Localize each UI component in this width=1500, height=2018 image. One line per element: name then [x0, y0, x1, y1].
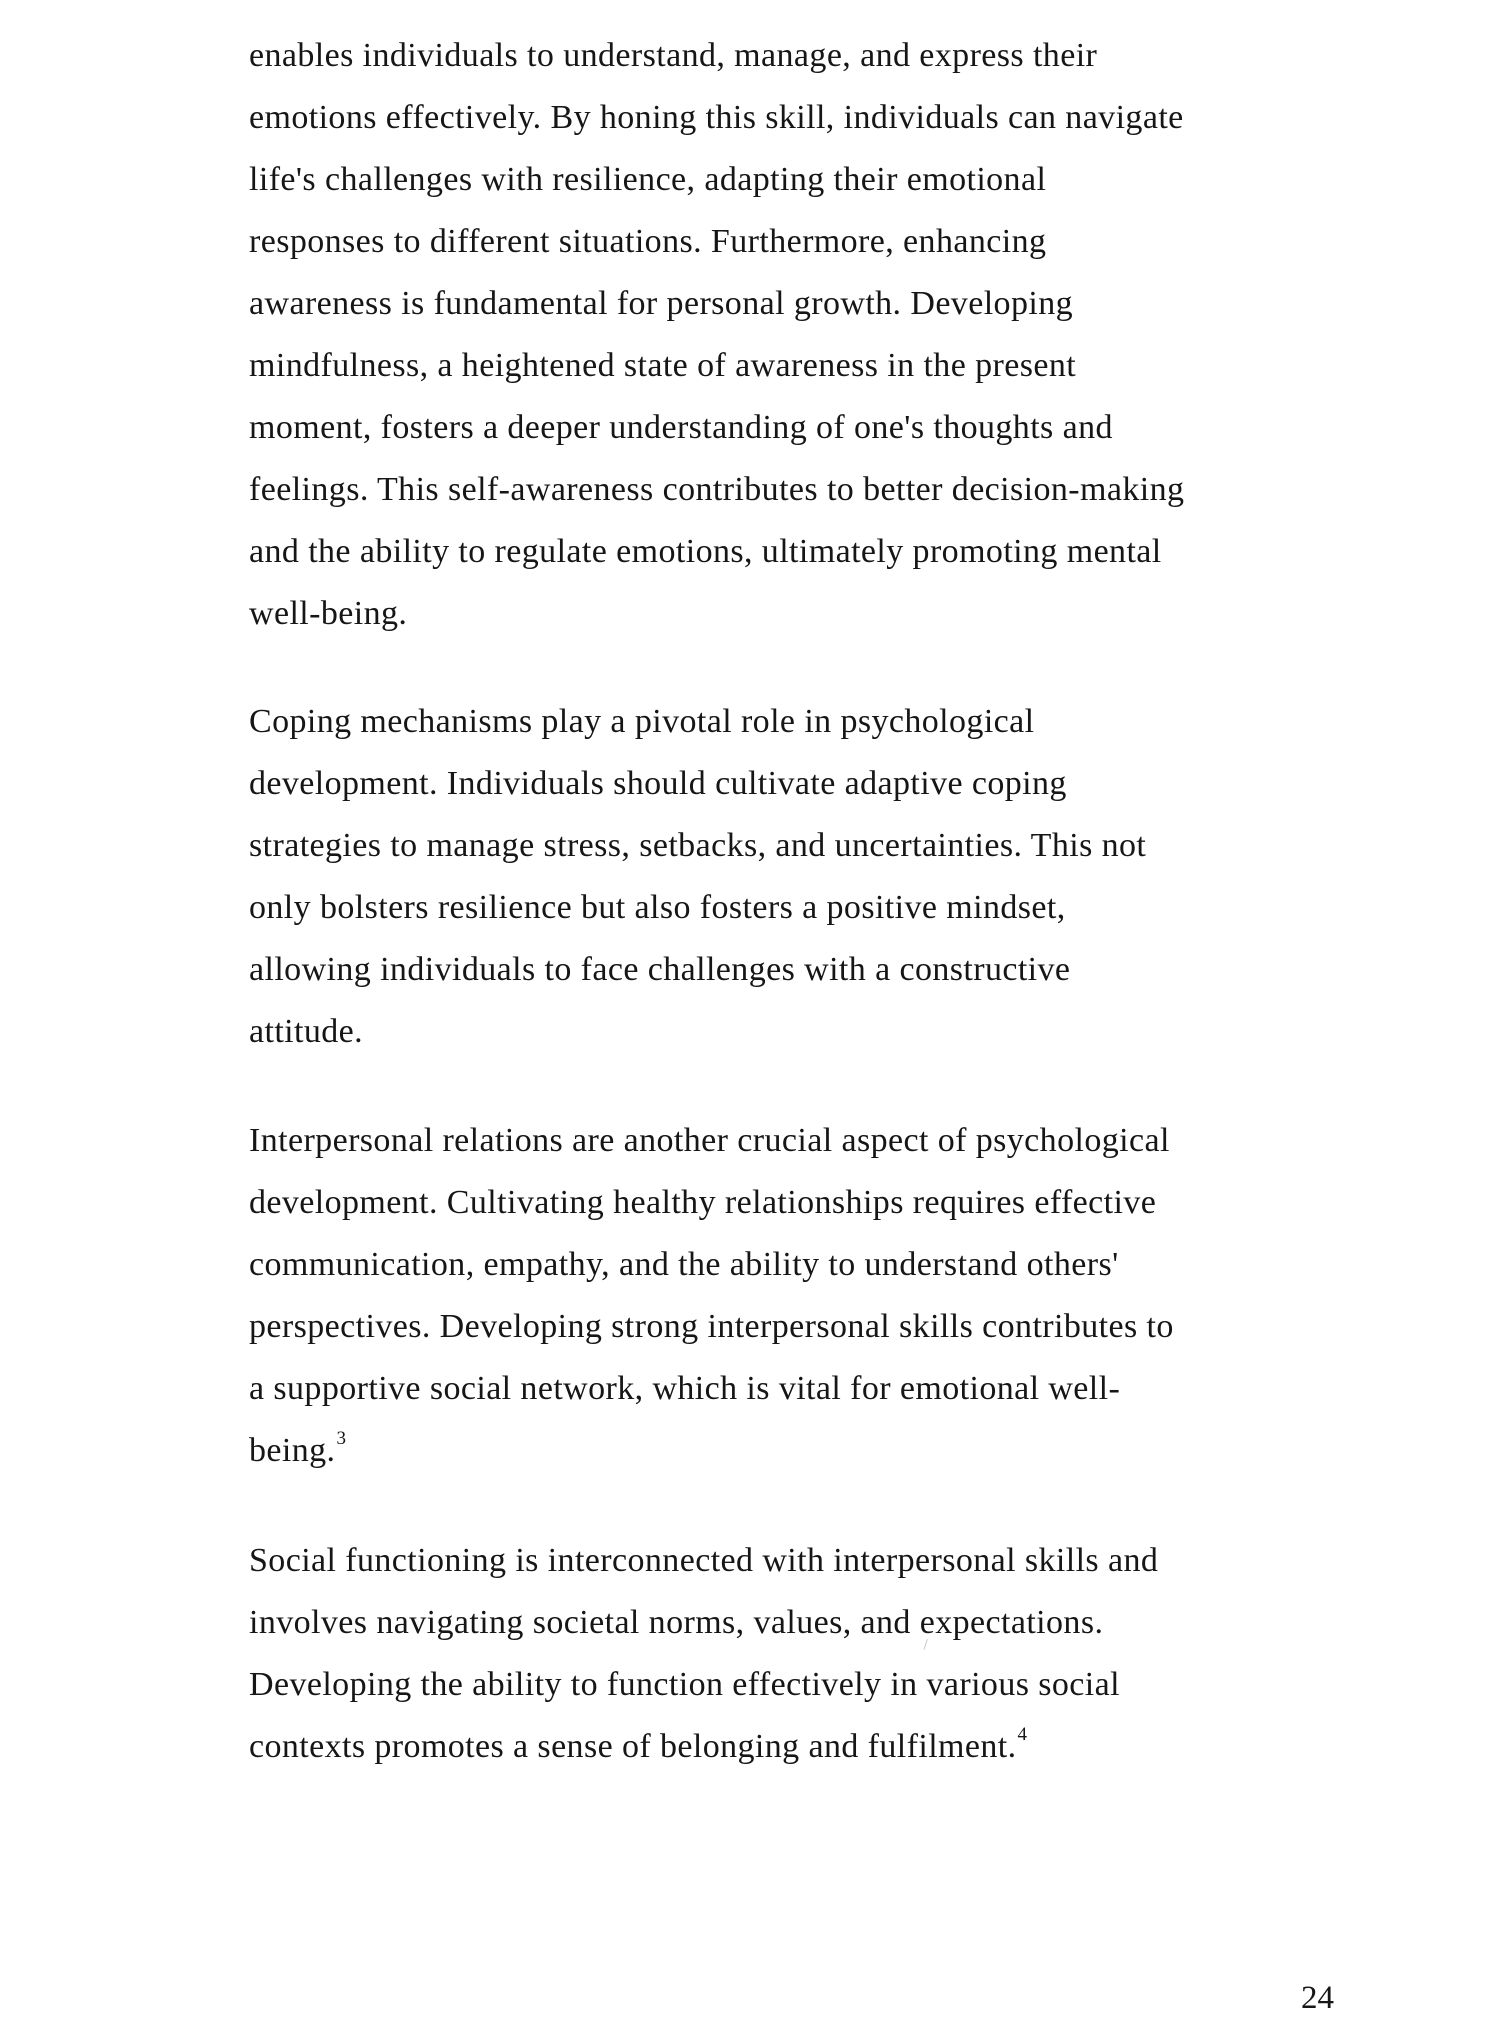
- text-line: allowing individuals to face challenges with a constructive: [249, 951, 1071, 988]
- text-line: Interpersonal relations are another crucial aspect of psychological: [249, 1122, 1170, 1159]
- text-line-content: being.: [249, 1432, 336, 1469]
- text-line-content: contexts promotes a sense of belonging and fulfilment.: [249, 1728, 1017, 1765]
- text-line: strategies to manage stress, setbacks, and uncertainties. This not: [249, 827, 1147, 864]
- text-line: Social functioning is interconnected with interpersonal skills and: [249, 1542, 1159, 1579]
- text-line: perspectives. Developing strong interpersonal skills contributes to: [249, 1308, 1174, 1345]
- text-line: [249, 1724, 1028, 1767]
- text-line: awareness is fundamental for personal growth. Developing: [249, 285, 1073, 322]
- text-line: communication, empathy, and the ability to understand others': [249, 1246, 1119, 1283]
- text-line: feelings. This self-awareness contributes to better decision-making: [249, 471, 1185, 508]
- page-number: 24: [1301, 1980, 1334, 2016]
- text-line: mindfulness, a heightened state of awareness in the present: [249, 347, 1077, 384]
- text-line: Developing the ability to function effectively in various social: [249, 1666, 1120, 1703]
- text-line: involves navigating societal norms, values, and expectations.: [249, 1604, 1104, 1641]
- text-line: moment, fosters a deeper understanding of one's thoughts and: [249, 409, 1113, 446]
- text-line: [249, 1428, 347, 1471]
- text-line: and the ability to regulate emotions, ultimately promoting mental: [249, 533, 1162, 570]
- footnote-reference[interactable]: 3: [336, 1428, 347, 1449]
- text-line: only bolsters resilience but also fosters a positive mindset,: [249, 889, 1066, 926]
- text-line: attitude.: [249, 1013, 364, 1050]
- text-line: life's challenges with resilience, adapting their emotional: [249, 161, 1047, 198]
- footnote-reference[interactable]: 4: [1017, 1724, 1028, 1745]
- text-line: responses to different situations. Furthermore, enhancing: [249, 223, 1047, 260]
- text-line: emotions effectively. By honing this skill, individuals can navigate: [249, 99, 1184, 136]
- text-line: well-being.: [249, 595, 408, 632]
- text-line: development. Cultivating healthy relationships requires effective: [249, 1184, 1157, 1221]
- text-line: a supportive social network, which is vital for emotional well-: [249, 1370, 1121, 1407]
- text-line: Coping mechanisms play a pivotal role in psychological: [249, 703, 1035, 740]
- text-line: development. Individuals should cultivate adaptive coping: [249, 765, 1067, 802]
- text-line: enables individuals to understand, manage, and express their: [249, 37, 1098, 74]
- scan-artifact: [923, 1639, 934, 1652]
